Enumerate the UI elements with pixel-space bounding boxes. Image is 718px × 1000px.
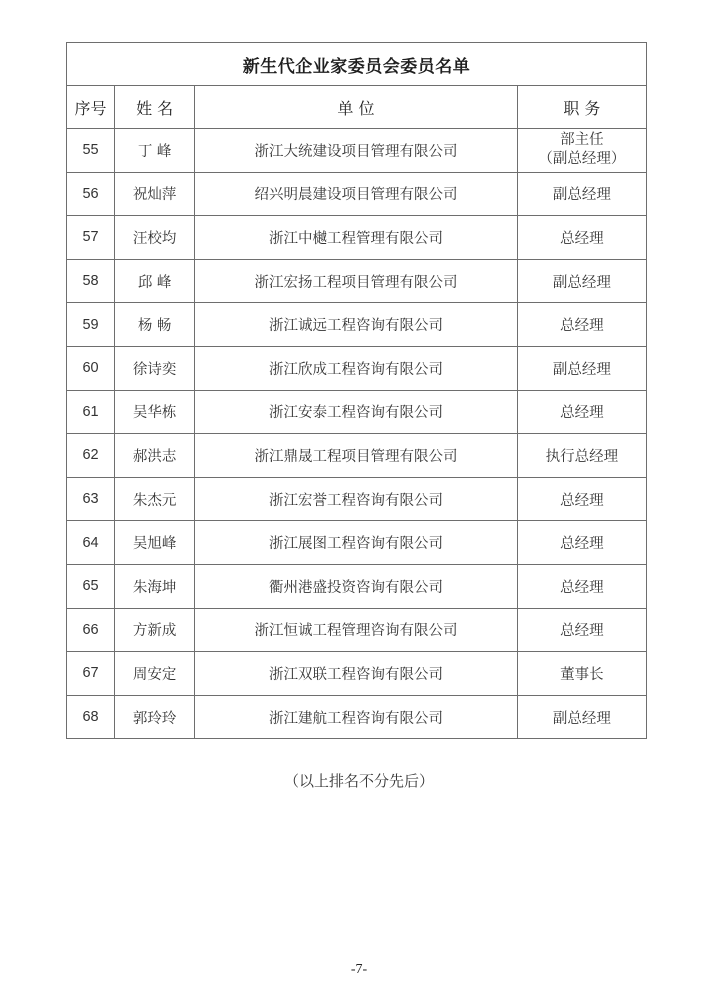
- document-title: 新生代企业家委员会委员名单: [67, 43, 647, 86]
- cell-name: 祝灿萍: [115, 172, 195, 216]
- table-row: [67, 346, 647, 390]
- cell-no: 68: [67, 695, 115, 739]
- cell-name: 邱 峰: [115, 259, 195, 303]
- cell-name: 方新成: [115, 608, 195, 652]
- cell-name: 丁 峰: [115, 129, 195, 173]
- member-roster-table: [66, 42, 647, 739]
- cell-position: 总经理: [517, 521, 646, 565]
- cell-name: 汪校均: [115, 216, 195, 260]
- cell-unit: 浙江中樾工程管理有限公司: [195, 216, 518, 260]
- table-row: [67, 652, 647, 696]
- cell-no: 65: [67, 564, 115, 608]
- cell-name: 郝洪志: [115, 434, 195, 478]
- cell-unit: 浙江双联工程咨询有限公司: [195, 652, 518, 696]
- cell-position: 副总经理: [517, 259, 646, 303]
- table-row: [67, 695, 647, 739]
- table-row: [67, 303, 647, 347]
- cell-name: 徐诗奕: [115, 346, 195, 390]
- cell-name: 吴华栋: [115, 390, 195, 434]
- table-row: [67, 216, 647, 260]
- cell-name: 吴旭峰: [115, 521, 195, 565]
- cell-unit: 浙江展图工程咨询有限公司: [195, 521, 518, 565]
- cell-no: 62: [67, 434, 115, 478]
- cell-unit: 浙江大统建设项目管理有限公司: [195, 129, 518, 173]
- cell-position: 总经理: [517, 303, 646, 347]
- table-row: [67, 172, 647, 216]
- table-row: [67, 434, 647, 478]
- cell-no: 58: [67, 259, 115, 303]
- cell-no: 55: [67, 129, 115, 173]
- cell-no: 64: [67, 521, 115, 565]
- cell-position: 总经理: [517, 608, 646, 652]
- cell-no: 66: [67, 608, 115, 652]
- header-unit: 单 位: [195, 86, 518, 129]
- table-row: [67, 129, 647, 173]
- cell-unit: 浙江诚远工程咨询有限公司: [195, 303, 518, 347]
- cell-unit: 浙江鼎晟工程项目管理有限公司: [195, 434, 518, 478]
- cell-position: 总经理: [517, 390, 646, 434]
- cell-no: 57: [67, 216, 115, 260]
- cell-unit: 浙江安泰工程咨询有限公司: [195, 390, 518, 434]
- cell-name: 朱海坤: [115, 564, 195, 608]
- cell-position: 总经理: [517, 477, 646, 521]
- cell-name: 杨 畅: [115, 303, 195, 347]
- ranking-footnote: （以上排名不分先后）: [283, 772, 434, 790]
- cell-position: 董事长: [517, 652, 646, 696]
- cell-unit: 浙江建航工程咨询有限公司: [195, 695, 518, 739]
- position-line-2: （副总经理）: [538, 151, 626, 168]
- table-row: [67, 564, 647, 608]
- cell-position: 副总经理: [517, 172, 646, 216]
- cell-name: 朱杰元: [115, 477, 195, 521]
- header-row: [67, 86, 647, 129]
- cell-unit: 浙江恒诚工程管理咨询有限公司: [195, 608, 518, 652]
- cell-no: 60: [67, 346, 115, 390]
- cell-position: [517, 129, 646, 173]
- cell-name: 郭玲玲: [115, 695, 195, 739]
- cell-unit: 浙江欣成工程咨询有限公司: [195, 346, 518, 390]
- cell-position: 总经理: [517, 216, 646, 260]
- cell-unit: 绍兴明晨建设项目管理有限公司: [195, 172, 518, 216]
- table-row: [67, 608, 647, 652]
- header-position: 职 务: [517, 86, 646, 129]
- position-line-1: 部主任: [560, 132, 604, 149]
- table-row: [67, 477, 647, 521]
- header-name: 姓 名: [115, 86, 195, 129]
- cell-unit: 浙江宏誉工程咨询有限公司: [195, 477, 518, 521]
- cell-position: 总经理: [517, 564, 646, 608]
- table-row: [67, 521, 647, 565]
- cell-no: 67: [67, 652, 115, 696]
- header-no: 序号: [67, 86, 115, 129]
- cell-name: 周安定: [115, 652, 195, 696]
- cell-no: 63: [67, 477, 115, 521]
- cell-position: 副总经理: [517, 346, 646, 390]
- cell-unit: 衢州港盛投资咨询有限公司: [195, 564, 518, 608]
- cell-position: 执行总经理: [517, 434, 646, 478]
- table-row: [67, 390, 647, 434]
- cell-no: 56: [67, 172, 115, 216]
- title-row: [67, 43, 647, 86]
- table-row: [67, 259, 647, 303]
- page-number: -7-: [350, 962, 368, 977]
- cell-position: 副总经理: [517, 695, 646, 739]
- cell-unit: 浙江宏扬工程项目管理有限公司: [195, 259, 518, 303]
- cell-no: 59: [67, 303, 115, 347]
- cell-no: 61: [67, 390, 115, 434]
